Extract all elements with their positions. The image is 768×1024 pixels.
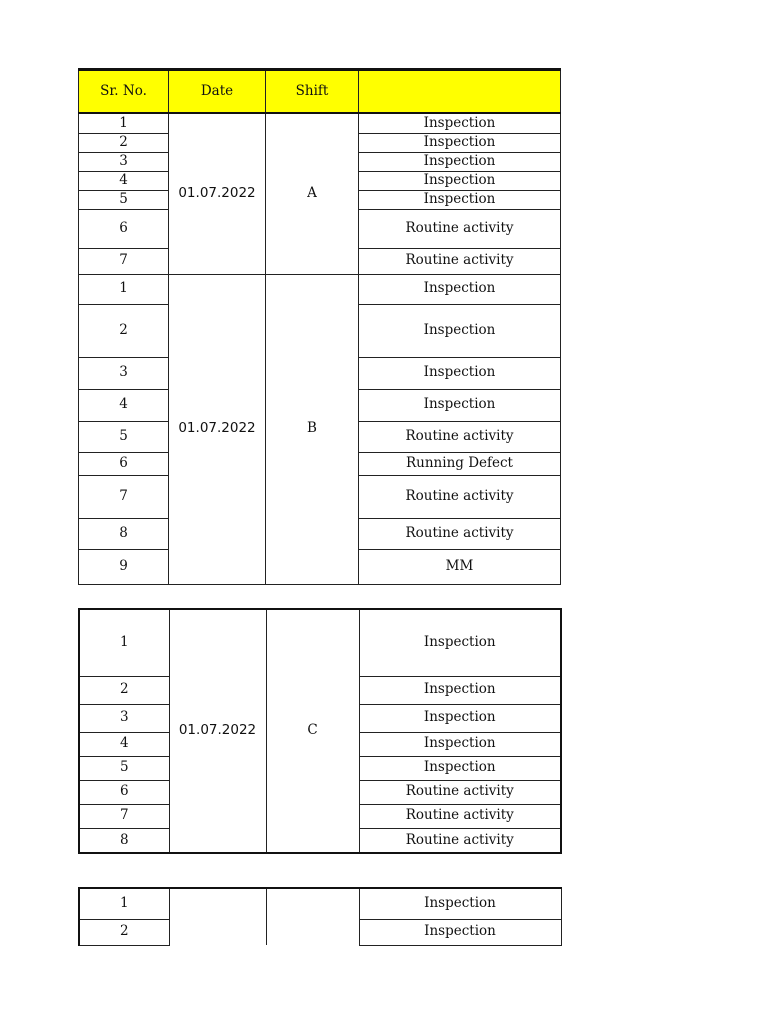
activity-cell: Routine activity	[359, 518, 561, 549]
sr-no-cell: 4	[79, 732, 169, 756]
activity-cell: Routine activity	[359, 475, 561, 518]
sr-no-cell: 7	[79, 248, 169, 274]
sr-no-cell: 2	[79, 919, 169, 945]
sr-no-cell: 6	[79, 209, 169, 248]
header-activity	[359, 70, 561, 114]
activity-cell: Inspection	[359, 113, 561, 133]
sr-no-cell: 7	[79, 475, 169, 518]
date-cell: 01.07.2022	[169, 274, 266, 584]
sr-no-cell: 2	[79, 133, 169, 152]
activity-cell: Inspection	[359, 609, 561, 676]
table-row	[79, 274, 561, 304]
activity-cell: Routine activity	[359, 780, 561, 804]
sr-no-cell: 9	[79, 549, 169, 584]
shift-cell: C	[266, 609, 359, 853]
sr-no-cell: 6	[79, 780, 169, 804]
shift-cell	[266, 888, 359, 945]
date-cell: 01.07.2022	[169, 113, 266, 274]
date-cell: 01.07.2022	[169, 609, 266, 853]
header-sr-no: Sr. No.	[79, 70, 169, 114]
sr-no-cell: 8	[79, 828, 169, 853]
sr-no-cell: 4	[79, 389, 169, 421]
table-row	[79, 888, 561, 919]
sr-no-cell: 5	[79, 756, 169, 780]
activity-cell: Inspection	[359, 357, 561, 389]
sr-no-cell: 3	[79, 357, 169, 389]
sr-no-cell: 3	[79, 704, 169, 732]
activity-cell: Routine activity	[359, 421, 561, 452]
table-row	[79, 113, 561, 133]
header-date: Date	[169, 70, 266, 114]
shift-cell: B	[266, 274, 359, 584]
shift-table-partial	[78, 887, 562, 946]
activity-cell: Inspection	[359, 389, 561, 421]
activity-cell: Inspection	[359, 171, 561, 190]
activity-cell: Inspection	[359, 756, 561, 780]
activity-cell: Routine activity	[359, 804, 561, 828]
activity-cell: Inspection	[359, 888, 561, 919]
activity-cell: Inspection	[359, 919, 561, 945]
sr-no-cell: 5	[79, 421, 169, 452]
activity-cell: MM	[359, 549, 561, 584]
sr-no-cell: 1	[79, 113, 169, 133]
activity-cell: Inspection	[359, 704, 561, 732]
sr-no-cell: 2	[79, 676, 169, 704]
activity-cell: Routine activity	[359, 209, 561, 248]
activity-cell: Inspection	[359, 152, 561, 171]
shift-table-ab	[78, 68, 561, 585]
activity-cell: Inspection	[359, 304, 561, 357]
activity-cell: Inspection	[359, 732, 561, 756]
activity-cell: Inspection	[359, 676, 561, 704]
sr-no-cell: 5	[79, 190, 169, 209]
sr-no-cell: 4	[79, 171, 169, 190]
activity-cell: Running Defect	[359, 452, 561, 475]
header-row	[79, 70, 561, 114]
header-shift: Shift	[266, 70, 359, 114]
sr-no-cell: 3	[79, 152, 169, 171]
activity-cell: Inspection	[359, 274, 561, 304]
sr-no-cell: 1	[79, 888, 169, 919]
sr-no-cell: 7	[79, 804, 169, 828]
date-cell	[169, 888, 266, 945]
sr-no-cell: 1	[79, 609, 169, 676]
sr-no-cell: 8	[79, 518, 169, 549]
activity-cell: Routine activity	[359, 828, 561, 853]
activity-cell: Routine activity	[359, 248, 561, 274]
shift-cell: A	[266, 113, 359, 274]
shift-table-c	[78, 608, 562, 854]
activity-cell: Inspection	[359, 133, 561, 152]
sr-no-cell: 1	[79, 274, 169, 304]
sr-no-cell: 6	[79, 452, 169, 475]
activity-cell: Inspection	[359, 190, 561, 209]
table-row	[79, 609, 561, 676]
sr-no-cell: 2	[79, 304, 169, 357]
